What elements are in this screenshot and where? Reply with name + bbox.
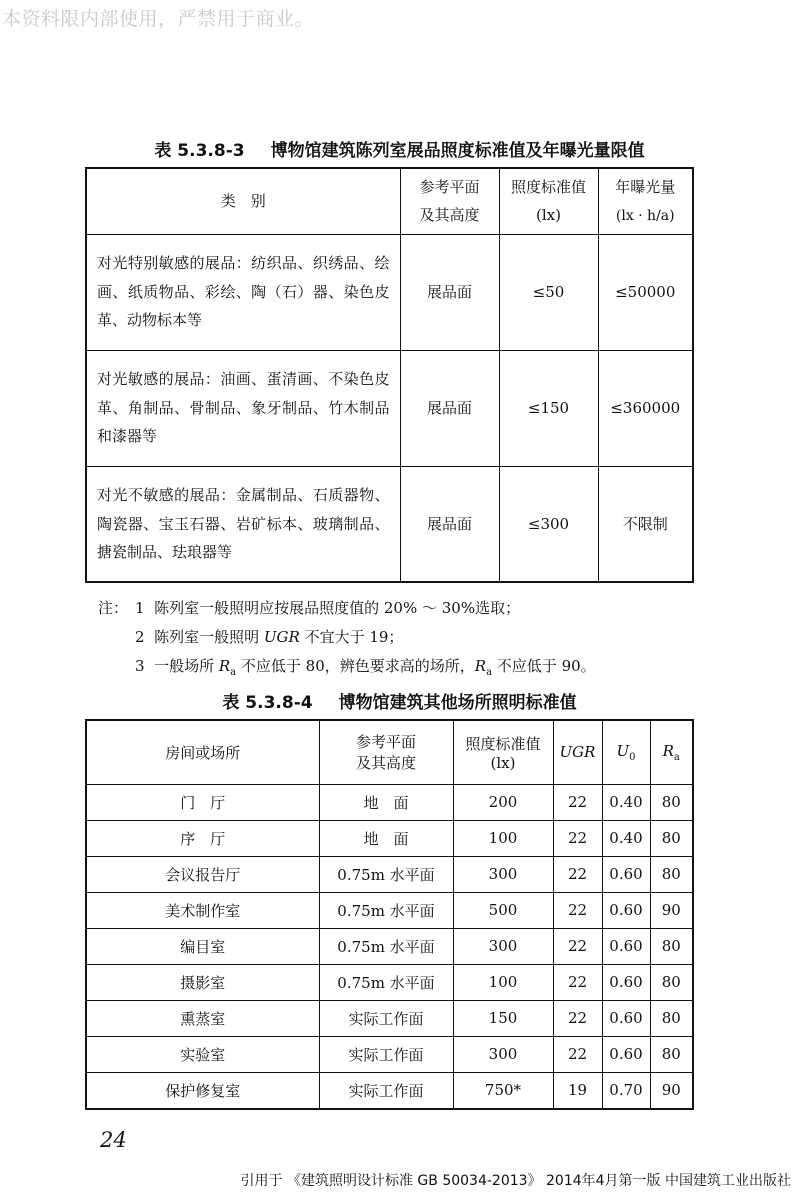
category-cell: 对光特别敏感的展品：纺织品、织绣品、绘画、纸质物品、彩绘、陶（石）器、染色皮革、动物标本等 [86, 234, 400, 350]
ra-cell: 90 [650, 892, 693, 928]
illuminance-cell: 500 [453, 892, 553, 928]
ra-cell: 80 [650, 1000, 693, 1036]
header-illuminance: 照度标准值 (lx) [499, 168, 598, 234]
header-room: 房间或场所 [86, 720, 319, 784]
table-row [86, 1036, 693, 1072]
u0-cell: 0.60 [602, 856, 650, 892]
header-ra: $R_a$ [650, 720, 693, 784]
exhibit-illuminance-table [85, 167, 694, 583]
ugr-cell: 22 [553, 1036, 602, 1072]
ra-cell: 80 [650, 964, 693, 1000]
table2-caption [0, 688, 799, 713]
plane-cell: 0.75m 水平面 [319, 892, 453, 928]
room-cell: 序 厅 [86, 820, 319, 856]
ugr-cell: 22 [553, 820, 602, 856]
plane-cell: 展品面 [400, 234, 499, 350]
table-row [86, 466, 693, 582]
table2-number: 表 5.3.8-4 [222, 693, 313, 713]
table-row [86, 820, 693, 856]
ra-cell: 80 [650, 928, 693, 964]
u0-cell: 0.60 [602, 892, 650, 928]
ugr-cell: 19 [553, 1072, 602, 1109]
table1-notes [98, 594, 596, 687]
illuminance-cell: 200 [453, 784, 553, 820]
table-row [86, 892, 693, 928]
category-cell: 对光敏感的展品：油画、蛋清画、不染色皮革、角制品、骨制品、象牙制品、竹木制品和漆器等 [86, 350, 400, 466]
plane-cell: 地 面 [319, 784, 453, 820]
plane-cell: 地 面 [319, 820, 453, 856]
u0-cell: 0.60 [602, 1000, 650, 1036]
table-row [86, 1000, 693, 1036]
note-item: 3 一般场所 $R_a$ 不应低于 80，辨色要求高的场所，$R_a$ 不应低于 90。 [135, 657, 596, 678]
ugr-cell: 22 [553, 1000, 602, 1036]
ra-cell: 80 [650, 784, 693, 820]
room-cell: 门 厅 [86, 784, 319, 820]
ugr-cell: 22 [553, 892, 602, 928]
u0-cell: 0.60 [602, 1036, 650, 1072]
room-cell: 摄影室 [86, 964, 319, 1000]
room-cell: 美术制作室 [86, 892, 319, 928]
illuminance-cell: 100 [453, 820, 553, 856]
header-annual-exposure: 年曝光量 (lx · h/a) [598, 168, 693, 234]
table-row [86, 964, 693, 1000]
plane-cell: 0.75m 水平面 [319, 928, 453, 964]
table1-number: 表 5.3.8-3 [154, 141, 245, 161]
ugr-cell: 22 [553, 964, 602, 1000]
illuminance-cell: 300 [453, 1036, 553, 1072]
ugr-cell: 22 [553, 856, 602, 892]
u0-cell: 0.60 [602, 964, 650, 1000]
plane-cell: 展品面 [400, 466, 499, 582]
ra-cell: 90 [650, 1072, 693, 1109]
header-u0: $U_0$ [602, 720, 650, 784]
note-item: 2 陈列室一般照明 UGR 不宜大于 19； [135, 628, 404, 646]
plane-cell: 0.75m 水平面 [319, 964, 453, 1000]
page-number: 24 [100, 1128, 127, 1152]
u0-cell: 0.60 [602, 928, 650, 964]
room-cell: 保护修复室 [86, 1072, 319, 1109]
table2-header-row [86, 720, 693, 784]
table-row [86, 856, 693, 892]
watermark-text: 本资料限内部使用，严禁用于商业。 [2, 8, 315, 30]
plane-cell: 实际工作面 [319, 1036, 453, 1072]
table-row [86, 928, 693, 964]
table1-header-row [86, 168, 693, 234]
table-row [86, 784, 693, 820]
category-cell: 对光不敏感的展品：金属制品、石质器物、陶瓷器、宝玉石器、岩矿标本、玻璃制品、搪瓷制品、珐琅器等 [86, 466, 400, 582]
header-reference-plane: 参考平面 及其高度 [319, 720, 453, 784]
illuminance-cell: ≤300 [499, 466, 598, 582]
exposure-cell: 不限制 [598, 466, 693, 582]
room-cell: 会议报告厅 [86, 856, 319, 892]
table2-title: 博物馆建筑其他场所照明标准值 [338, 693, 577, 713]
plane-cell: 展品面 [400, 350, 499, 466]
ugr-cell: 22 [553, 784, 602, 820]
table-row [86, 234, 693, 350]
source-citation: 引用于 《建筑照明设计标准 GB 50034-2013》 2014年4月第一版 中国建筑工业出版社 [240, 1173, 791, 1189]
u0-cell: 0.40 [602, 820, 650, 856]
table-row [86, 350, 693, 466]
header-ugr: UGR [553, 720, 602, 784]
illuminance-cell: 100 [453, 964, 553, 1000]
plane-cell: 0.75m 水平面 [319, 856, 453, 892]
exposure-cell: ≤50000 [598, 234, 693, 350]
table1-title: 博物馆建筑陈列室展品照度标准值及年曝光量限值 [270, 141, 645, 161]
table-row [86, 1072, 693, 1109]
exposure-cell: ≤360000 [598, 350, 693, 466]
note-item: 注： 1 陈列室一般照明应按展品照度值的 20% ～ 30%选取； [98, 594, 596, 623]
ra-cell: 80 [650, 1036, 693, 1072]
illuminance-cell: 300 [453, 856, 553, 892]
room-cell: 实验室 [86, 1036, 319, 1072]
illuminance-cell: 150 [453, 1000, 553, 1036]
u0-cell: 0.40 [602, 784, 650, 820]
ra-cell: 80 [650, 856, 693, 892]
table1-caption [0, 136, 799, 161]
illuminance-cell: 750* [453, 1072, 553, 1109]
header-illuminance: 照度标准值 (lx) [453, 720, 553, 784]
room-cell: 熏蒸室 [86, 1000, 319, 1036]
plane-cell: 实际工作面 [319, 1000, 453, 1036]
u0-cell: 0.70 [602, 1072, 650, 1109]
illuminance-cell: ≤150 [499, 350, 598, 466]
ugr-cell: 22 [553, 928, 602, 964]
other-spaces-illuminance-table [85, 719, 694, 1110]
note-lead: 注： [98, 599, 129, 617]
illuminance-cell: ≤50 [499, 234, 598, 350]
ra-cell: 80 [650, 820, 693, 856]
header-reference-plane: 参考平面 及其高度 [400, 168, 499, 234]
header-category: 类 别 [86, 168, 400, 234]
plane-cell: 实际工作面 [319, 1072, 453, 1109]
room-cell: 编目室 [86, 928, 319, 964]
illuminance-cell: 300 [453, 928, 553, 964]
